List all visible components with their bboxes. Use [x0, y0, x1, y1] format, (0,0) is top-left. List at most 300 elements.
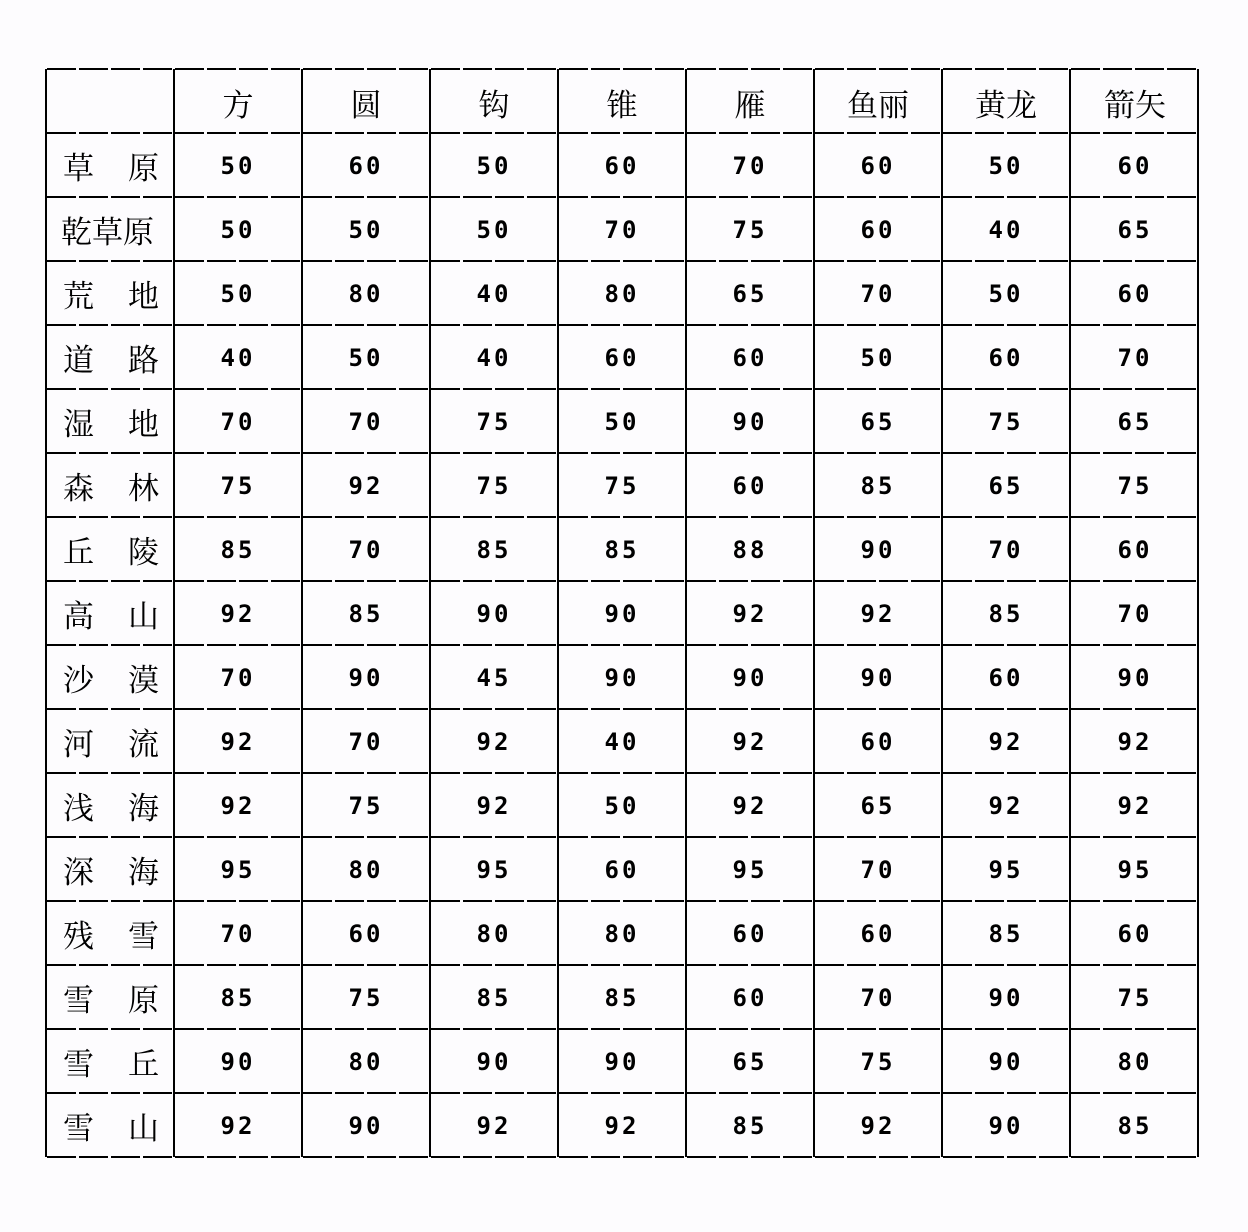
table-cell [175, 709, 303, 773]
table-cell [815, 645, 943, 709]
column-header-text: 箭矢 [1104, 87, 1166, 124]
table-cell [815, 709, 943, 773]
table-cell-text: 50 [348, 216, 384, 244]
column-header [815, 69, 943, 133]
table-cell [687, 965, 815, 1029]
table-cell-text: 70 [860, 856, 896, 884]
table-cell-text: 60 [860, 152, 896, 180]
table-cell-text: 40 [476, 280, 512, 308]
table-cell-text: 60 [604, 344, 640, 372]
table-cell-text: 95 [220, 856, 256, 884]
table-cell [687, 453, 815, 517]
table-cell [559, 1093, 687, 1157]
table-cell [1071, 261, 1199, 325]
table-cell-text: 85 [988, 920, 1024, 948]
table-cell-text: 85 [732, 1112, 768, 1140]
table-cell [687, 389, 815, 453]
table-cell [303, 453, 431, 517]
table-cell-text: 80 [476, 920, 512, 948]
table-cell [1071, 645, 1199, 709]
column-header-text: 雁 [734, 87, 766, 124]
table-cell-text: 60 [860, 728, 896, 756]
row-header-text: 山 [128, 1110, 159, 1147]
table-cell-text: 92 [988, 728, 1024, 756]
column-header [303, 69, 431, 133]
table-cell [1071, 453, 1199, 517]
table-cell [559, 1029, 687, 1093]
row-header [47, 389, 175, 453]
table-cell-text: 75 [220, 472, 256, 500]
table-cell-text: 60 [860, 920, 896, 948]
table-cell [303, 837, 431, 901]
table-cell-text: 60 [348, 920, 384, 948]
row-header [47, 773, 175, 837]
table-cell-text: 92 [348, 472, 384, 500]
table-cell [559, 197, 687, 261]
table-cell [815, 197, 943, 261]
table-cell-text: 60 [732, 920, 768, 948]
table-cell [1071, 133, 1199, 197]
table-cell-text: 50 [476, 216, 512, 244]
table-cell-text: 70 [860, 280, 896, 308]
table-cell [943, 261, 1071, 325]
table-cell [175, 581, 303, 645]
table-cell-text: 90 [476, 600, 512, 628]
table-cell-text: 60 [860, 216, 896, 244]
formation-terrain-table [45, 69, 1197, 1157]
table-cell-text: 70 [220, 920, 256, 948]
table-cell-text: 92 [220, 728, 256, 756]
column-header [687, 69, 815, 133]
table-cell-text: 60 [732, 344, 768, 372]
column-header-text: 锥 [606, 87, 638, 124]
table-cell [175, 1029, 303, 1093]
table-cell-text: 50 [988, 152, 1024, 180]
row-header-text: 流 [128, 726, 159, 763]
row-header-text: 湿 [63, 406, 94, 443]
row-header-text: 高 [63, 598, 94, 635]
table-cell [943, 389, 1071, 453]
table-cell-text: 85 [1117, 1112, 1153, 1140]
table-cell-text: 60 [988, 344, 1024, 372]
table-cell [815, 965, 943, 1029]
table-cell [815, 1093, 943, 1157]
table-cell [175, 453, 303, 517]
column-header [1071, 69, 1199, 133]
table-cell [175, 325, 303, 389]
table-cell-text: 50 [476, 152, 512, 180]
table-cell [943, 837, 1071, 901]
table-cell-text: 92 [732, 728, 768, 756]
table-cell-text: 92 [220, 792, 256, 820]
table-cell [687, 709, 815, 773]
table-cell-text: 92 [476, 728, 512, 756]
table-cell-text: 80 [348, 1048, 384, 1076]
table-cell-text: 88 [732, 536, 768, 564]
row-header-text: 河 [63, 726, 94, 763]
row-header-text: 地 [128, 278, 159, 315]
column-header-text: 圆 [350, 87, 382, 124]
table-cell [303, 133, 431, 197]
table-cell-text: 70 [348, 536, 384, 564]
row-header-text: 原 [128, 150, 159, 187]
table-cell-text: 92 [604, 1112, 640, 1140]
table-cell [175, 517, 303, 581]
row-header-text: 雪 [63, 1110, 94, 1147]
table-cell [175, 197, 303, 261]
table-cell [303, 709, 431, 773]
table-cell-text: 80 [604, 280, 640, 308]
table-cell-text: 95 [732, 856, 768, 884]
table-cell-text: 92 [476, 1112, 512, 1140]
table-cell-text: 70 [1117, 600, 1153, 628]
table-cell [559, 261, 687, 325]
table-cell [943, 453, 1071, 517]
table-cell [175, 261, 303, 325]
table-cell-text: 85 [476, 536, 512, 564]
table-cell [303, 645, 431, 709]
table-cell [431, 197, 559, 261]
table-cell [687, 325, 815, 389]
table-cell [559, 581, 687, 645]
table-cell-text: 75 [604, 472, 640, 500]
column-header-text: 方 [222, 87, 254, 124]
table-cell-text: 85 [220, 536, 256, 564]
table-cell [175, 133, 303, 197]
table-cell [687, 837, 815, 901]
row-header-text: 荒 [63, 278, 94, 315]
table-cell-text: 90 [604, 664, 640, 692]
table-cell-text: 80 [604, 920, 640, 948]
row-header-text: 浅 [63, 790, 94, 827]
table-cell-text: 65 [732, 1048, 768, 1076]
table-cell-text: 50 [604, 408, 640, 436]
table-cell [815, 581, 943, 645]
table-cell [1071, 901, 1199, 965]
table-cell-text: 90 [732, 664, 768, 692]
table-cell [431, 325, 559, 389]
table-cell [687, 261, 815, 325]
table-cell-text: 60 [1117, 536, 1153, 564]
table-cell [431, 581, 559, 645]
table-cell [431, 965, 559, 1029]
column-header [559, 69, 687, 133]
row-header [47, 261, 175, 325]
table-cell-text: 95 [988, 856, 1024, 884]
table-cell-text: 40 [476, 344, 512, 372]
table-cell [815, 901, 943, 965]
table-cell [303, 965, 431, 1029]
table-cell [815, 453, 943, 517]
row-header-text: 雪 [128, 918, 159, 955]
table-cell-text: 40 [220, 344, 256, 372]
table-cell [303, 581, 431, 645]
table-cell [943, 645, 1071, 709]
row-header [47, 197, 175, 261]
table-cell-text: 92 [1117, 792, 1153, 820]
row-header-text: 地 [128, 406, 159, 443]
table-cell-text: 85 [988, 600, 1024, 628]
table-cell [303, 1093, 431, 1157]
table-cell [559, 389, 687, 453]
table-cell [943, 133, 1071, 197]
table-cell [431, 1093, 559, 1157]
table-cell-text: 75 [1117, 984, 1153, 1012]
table-cell [303, 773, 431, 837]
table-cell [943, 197, 1071, 261]
row-header-text: 漠 [128, 662, 159, 699]
table-cell [943, 325, 1071, 389]
table-cell [303, 901, 431, 965]
table-cell-text: 85 [476, 984, 512, 1012]
table-cell-text: 92 [860, 1112, 896, 1140]
table-cell-text: 75 [476, 472, 512, 500]
table-cell [431, 709, 559, 773]
table-cell-text: 92 [732, 600, 768, 628]
table-cell [815, 837, 943, 901]
row-header-text: 雪 [63, 982, 94, 1019]
table-cell [1071, 325, 1199, 389]
table-cell [1071, 197, 1199, 261]
table-cell-text: 95 [476, 856, 512, 884]
table-cell [559, 517, 687, 581]
table-cell-text: 60 [732, 984, 768, 1012]
table-cell [559, 453, 687, 517]
table-cell-text: 70 [1117, 344, 1153, 372]
row-header-text: 雪 [63, 1046, 94, 1083]
table-cell [687, 133, 815, 197]
table-cell [559, 773, 687, 837]
table-cell-text: 70 [220, 664, 256, 692]
table-cell-text: 50 [604, 792, 640, 820]
column-header [943, 69, 1071, 133]
table-cell-text: 65 [1117, 216, 1153, 244]
table-cell [175, 837, 303, 901]
table-cell-text: 50 [220, 280, 256, 308]
table-cell-text: 90 [348, 1112, 384, 1140]
table-cell [431, 645, 559, 709]
table-cell [559, 709, 687, 773]
table-cell [815, 773, 943, 837]
table-cell-text: 60 [1117, 920, 1153, 948]
table-cell [431, 517, 559, 581]
table-cell-text: 90 [988, 1048, 1024, 1076]
table-cell-text: 50 [988, 280, 1024, 308]
table-cell-text: 90 [604, 600, 640, 628]
table-cell-text: 95 [1117, 856, 1153, 884]
row-header-text: 草 [63, 150, 94, 187]
row-header-text: 丘 [63, 534, 94, 571]
table-cell-text: 85 [220, 984, 256, 1012]
row-header-text: 乾草原 [61, 214, 154, 251]
table-grid [45, 69, 1199, 1157]
table-cell [431, 261, 559, 325]
row-header [47, 581, 175, 645]
table-cell [431, 901, 559, 965]
table-cell [687, 197, 815, 261]
table-cell-text: 60 [732, 472, 768, 500]
table-cell [943, 965, 1071, 1029]
table-cell [1071, 1029, 1199, 1093]
table-cell [815, 133, 943, 197]
table-cell [559, 645, 687, 709]
table-cell [943, 901, 1071, 965]
table-cell [943, 581, 1071, 645]
table-cell-text: 85 [860, 472, 896, 500]
column-header [175, 69, 303, 133]
table-cell-text: 90 [860, 664, 896, 692]
table-cell-text: 75 [860, 1048, 896, 1076]
row-header-text: 道 [63, 342, 94, 379]
row-header-text: 残 [63, 918, 94, 955]
table-cell-text: 75 [988, 408, 1024, 436]
table-cell [1071, 837, 1199, 901]
table-cell [559, 965, 687, 1029]
table-cell-text: 92 [1117, 728, 1153, 756]
table-cell [815, 389, 943, 453]
row-header-text: 海 [128, 854, 159, 891]
table-cell [303, 261, 431, 325]
table-cell-text: 70 [604, 216, 640, 244]
table-cell [943, 773, 1071, 837]
row-header-text: 陵 [128, 534, 159, 571]
table-cell-text: 60 [1117, 152, 1153, 180]
table-cell [943, 709, 1071, 773]
column-header-text: 鱼丽 [847, 87, 909, 124]
table-cell [815, 261, 943, 325]
table-cell [303, 517, 431, 581]
table-cell-text: 75 [1117, 472, 1153, 500]
table-cell [431, 837, 559, 901]
row-header [47, 901, 175, 965]
table-cell-text: 92 [476, 792, 512, 820]
table-cell [175, 389, 303, 453]
row-header-text: 丘 [128, 1046, 159, 1083]
row-header [47, 1093, 175, 1157]
row-header-text: 深 [63, 854, 94, 891]
table-cell-text: 80 [348, 280, 384, 308]
table-cell [1071, 709, 1199, 773]
table-cell [815, 1029, 943, 1093]
table-cell-text: 40 [988, 216, 1024, 244]
column-header-text: 黄龙 [975, 87, 1037, 124]
table-cell [431, 1029, 559, 1093]
table-cell-text: 90 [988, 1112, 1024, 1140]
table-cell-text: 70 [348, 408, 384, 436]
table-cell [431, 453, 559, 517]
table-cell [1071, 581, 1199, 645]
table-cell-text: 92 [220, 600, 256, 628]
table-cell-text: 60 [988, 664, 1024, 692]
table-cell [687, 901, 815, 965]
table-cell-text: 45 [476, 664, 512, 692]
row-header [47, 837, 175, 901]
row-header [47, 325, 175, 389]
table-cell-text: 60 [348, 152, 384, 180]
table-cell-text: 92 [732, 792, 768, 820]
table-cell-text: 85 [604, 536, 640, 564]
table-cell-text: 70 [988, 536, 1024, 564]
table-cell-text: 90 [348, 664, 384, 692]
corner-cell [47, 69, 175, 133]
row-header [47, 453, 175, 517]
table-cell [687, 1029, 815, 1093]
table-cell [943, 517, 1071, 581]
row-header [47, 517, 175, 581]
table-cell [1071, 965, 1199, 1029]
row-header-text: 山 [128, 598, 159, 635]
table-cell [431, 133, 559, 197]
table-cell [687, 773, 815, 837]
row-header-text: 森 [63, 470, 94, 507]
table-cell-text: 50 [220, 216, 256, 244]
table-cell [1071, 1093, 1199, 1157]
row-header-text: 沙 [63, 662, 94, 699]
table-cell-text: 60 [604, 152, 640, 180]
table-cell [943, 1029, 1071, 1093]
table-cell [431, 773, 559, 837]
table-cell-text: 85 [604, 984, 640, 1012]
table-cell [303, 1029, 431, 1093]
table-cell-text: 85 [348, 600, 384, 628]
table-cell-text: 90 [604, 1048, 640, 1076]
row-header-text: 原 [128, 982, 159, 1019]
table-cell-text: 92 [988, 792, 1024, 820]
table-cell-text: 70 [732, 152, 768, 180]
table-cell [175, 645, 303, 709]
table-cell [943, 1093, 1071, 1157]
table-cell-text: 90 [476, 1048, 512, 1076]
table-cell-text: 50 [860, 344, 896, 372]
row-header-text: 路 [128, 342, 159, 379]
table-cell-text: 90 [732, 408, 768, 436]
table-cell-text: 60 [604, 856, 640, 884]
table-cell [559, 837, 687, 901]
row-header-text: 林 [128, 470, 159, 507]
table-cell-text: 65 [860, 408, 896, 436]
table-cell-text: 65 [988, 472, 1024, 500]
table-cell-text: 92 [220, 1112, 256, 1140]
table-cell [303, 197, 431, 261]
table-cell [175, 965, 303, 1029]
table-cell [1071, 773, 1199, 837]
table-cell-text: 75 [348, 984, 384, 1012]
table-cell-text: 50 [220, 152, 256, 180]
table-cell [303, 325, 431, 389]
table-cell [559, 133, 687, 197]
row-header [47, 1029, 175, 1093]
table-cell-text: 75 [476, 408, 512, 436]
row-header [47, 709, 175, 773]
table-cell [687, 645, 815, 709]
table-cell-text: 70 [348, 728, 384, 756]
table-cell-text: 40 [604, 728, 640, 756]
table-cell-text: 90 [1117, 664, 1153, 692]
table-cell-text: 75 [348, 792, 384, 820]
table-cell-text: 75 [732, 216, 768, 244]
table-cell [175, 773, 303, 837]
table-cell-text: 65 [1117, 408, 1153, 436]
table-cell [175, 901, 303, 965]
row-header [47, 133, 175, 197]
table-cell-text: 65 [860, 792, 896, 820]
row-header [47, 965, 175, 1029]
row-header [47, 645, 175, 709]
table-cell [559, 901, 687, 965]
table-cell-text: 70 [860, 984, 896, 1012]
table-cell [175, 1093, 303, 1157]
table-cell [815, 517, 943, 581]
